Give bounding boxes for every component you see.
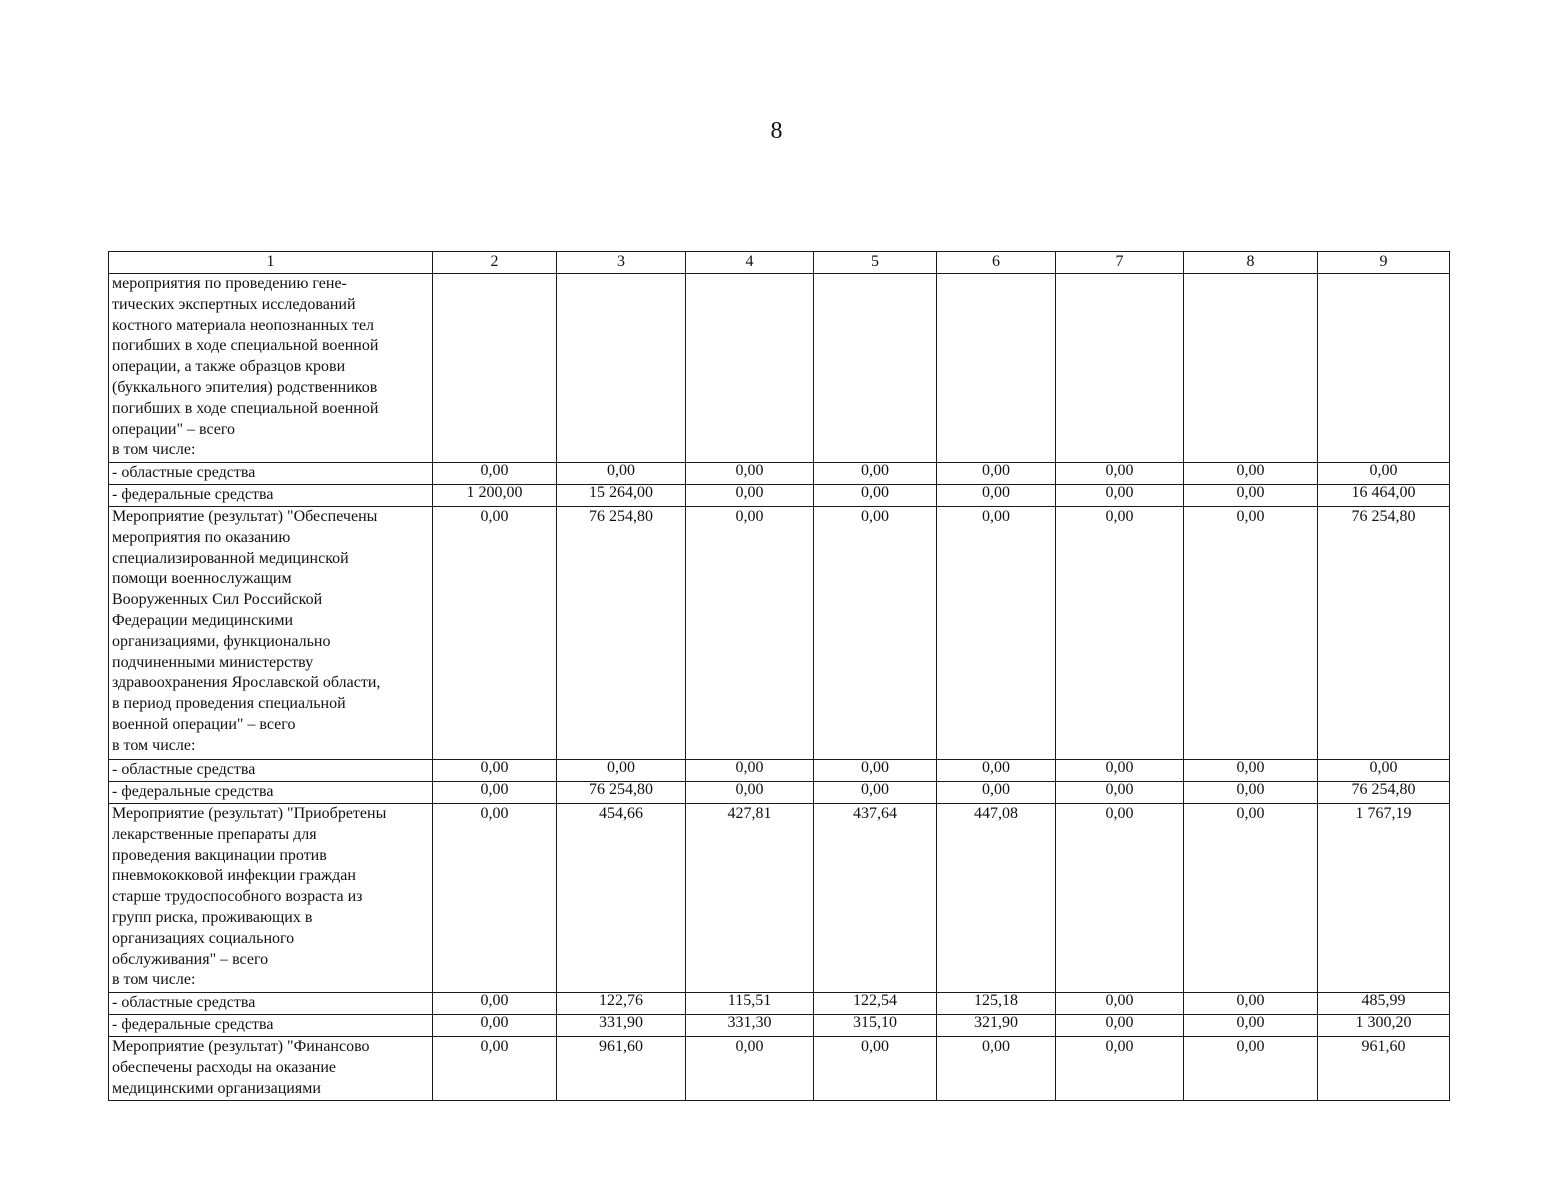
value-cell-col-5: 0,00	[814, 782, 937, 804]
funding-source-row	[109, 760, 1450, 782]
column-number-header: 8	[1184, 252, 1318, 274]
funding-table	[108, 251, 1450, 1101]
value-cell-col-2: 0,00	[433, 507, 557, 760]
value-cell-col-8: 0,00	[1184, 507, 1318, 760]
value-cell-col-9: 76 254,80	[1318, 782, 1450, 804]
value-cell-col-4: 0,00	[686, 463, 814, 485]
funding-source-cell: - областные средства	[109, 993, 433, 1015]
value-cell-col-9: 961,60	[1318, 1037, 1450, 1101]
measure-name-cell: Мероприятие (результат) "Приобретены лекарственные препараты для проведения вакцинации против пневмококковой инфекции граждан старше трудоспособного возраста из групп риска, проживающих в организациях социального обслуживания" – всего в том числе:	[109, 804, 433, 993]
column-number-header-row	[109, 252, 1450, 274]
value-cell-col-2: 0,00	[433, 804, 557, 993]
value-cell-col-2: 0,00	[433, 993, 557, 1015]
value-cell-col-2: 0,00	[433, 1037, 557, 1101]
value-cell-col-2: 0,00	[433, 760, 557, 782]
value-cell-col-5: 315,10	[814, 1015, 937, 1037]
funding-source-row	[109, 485, 1450, 507]
value-cell-col-9: 485,99	[1318, 993, 1450, 1015]
value-cell-col-7: 0,00	[1056, 485, 1184, 507]
value-cell-col-8: 0,00	[1184, 993, 1318, 1015]
value-cell-col-5	[814, 274, 937, 463]
value-cell-col-6	[937, 274, 1056, 463]
value-cell-col-8: 0,00	[1184, 804, 1318, 993]
value-cell-col-6: 0,00	[937, 485, 1056, 507]
value-cell-col-6: 0,00	[937, 1037, 1056, 1101]
value-cell-col-3: 961,60	[557, 1037, 686, 1101]
measure-name-cell: Мероприятие (результат) "Финансово обеспечены расходы на оказание медицинскими организациями	[109, 1037, 433, 1101]
funding-source-row	[109, 1015, 1450, 1037]
value-cell-col-8: 0,00	[1184, 760, 1318, 782]
value-cell-col-8	[1184, 274, 1318, 463]
value-cell-col-9: 0,00	[1318, 760, 1450, 782]
value-cell-col-6: 0,00	[937, 782, 1056, 804]
value-cell-col-4: 0,00	[686, 485, 814, 507]
value-cell-col-5: 0,00	[814, 463, 937, 485]
value-cell-col-4: 0,00	[686, 760, 814, 782]
value-cell-col-7: 0,00	[1056, 507, 1184, 760]
measure-name-cell: мероприятия по проведению гене- тических экспертных исследований костного материала неопознанных тел погибших в ходе специальной военной операции, а также образцов крови (буккального эпителия) родственников погибших в ходе специальной военной операции" – всего в том числе:	[109, 274, 433, 463]
value-cell-col-7	[1056, 274, 1184, 463]
measure-row	[109, 1037, 1450, 1101]
value-cell-col-5: 0,00	[814, 485, 937, 507]
column-number-header: 6	[937, 252, 1056, 274]
value-cell-col-2	[433, 274, 557, 463]
value-cell-col-3: 454,66	[557, 804, 686, 993]
column-number-header: 2	[433, 252, 557, 274]
funding-source-cell: - федеральные средства	[109, 1015, 433, 1037]
value-cell-col-2: 0,00	[433, 782, 557, 804]
page-number: 8	[770, 118, 783, 144]
value-cell-col-3: 0,00	[557, 463, 686, 485]
value-cell-col-5: 0,00	[814, 1037, 937, 1101]
value-cell-col-3: 122,76	[557, 993, 686, 1015]
column-number-header: 4	[686, 252, 814, 274]
value-cell-col-9: 16 464,00	[1318, 485, 1450, 507]
measure-name-cell: Мероприятие (результат) "Обеспечены мероприятия по оказанию специализированной медицинской помощи военнослужащим Вооруженных Сил Российской Федерации медицинскими организациями, функционально подчиненными министерству здравоохранения Ярославской области, в период проведения специальной военной операции" – всего в том числе:	[109, 507, 433, 760]
column-number-header: 9	[1318, 252, 1450, 274]
value-cell-col-5: 122,54	[814, 993, 937, 1015]
measure-row	[109, 507, 1450, 760]
value-cell-col-6: 0,00	[937, 507, 1056, 760]
value-cell-col-4	[686, 274, 814, 463]
column-number-header: 3	[557, 252, 686, 274]
value-cell-col-7: 0,00	[1056, 782, 1184, 804]
value-cell-col-3	[557, 274, 686, 463]
value-cell-col-3: 76 254,80	[557, 782, 686, 804]
funding-source-cell: - областные средства	[109, 760, 433, 782]
value-cell-col-9: 76 254,80	[1318, 507, 1450, 760]
value-cell-col-6: 0,00	[937, 463, 1056, 485]
value-cell-col-3: 0,00	[557, 760, 686, 782]
column-number-header: 7	[1056, 252, 1184, 274]
value-cell-col-4: 115,51	[686, 993, 814, 1015]
value-cell-col-8: 0,00	[1184, 1015, 1318, 1037]
value-cell-col-7: 0,00	[1056, 463, 1184, 485]
value-cell-col-9: 1 300,20	[1318, 1015, 1450, 1037]
measure-row	[109, 274, 1450, 463]
value-cell-col-5: 0,00	[814, 760, 937, 782]
measure-row	[109, 804, 1450, 993]
value-cell-col-7: 0,00	[1056, 760, 1184, 782]
funding-source-cell: - федеральные средства	[109, 485, 433, 507]
value-cell-col-8: 0,00	[1184, 782, 1318, 804]
value-cell-col-5: 0,00	[814, 507, 937, 760]
value-cell-col-7: 0,00	[1056, 804, 1184, 993]
table-body	[109, 252, 1450, 1101]
value-cell-col-3: 331,90	[557, 1015, 686, 1037]
value-cell-col-4: 331,30	[686, 1015, 814, 1037]
value-cell-col-8: 0,00	[1184, 485, 1318, 507]
column-number-header: 5	[814, 252, 937, 274]
value-cell-col-7: 0,00	[1056, 1015, 1184, 1037]
value-cell-col-4: 0,00	[686, 782, 814, 804]
funding-source-row	[109, 993, 1450, 1015]
value-cell-col-7: 0,00	[1056, 993, 1184, 1015]
value-cell-col-6: 125,18	[937, 993, 1056, 1015]
value-cell-col-3: 15 264,00	[557, 485, 686, 507]
value-cell-col-8: 0,00	[1184, 463, 1318, 485]
value-cell-col-2: 0,00	[433, 463, 557, 485]
value-cell-col-5: 437,64	[814, 804, 937, 993]
funding-source-row	[109, 463, 1450, 485]
value-cell-col-6: 321,90	[937, 1015, 1056, 1037]
value-cell-col-9: 0,00	[1318, 463, 1450, 485]
value-cell-col-4: 0,00	[686, 507, 814, 760]
value-cell-col-3: 76 254,80	[557, 507, 686, 760]
value-cell-col-4: 0,00	[686, 1037, 814, 1101]
funding-source-row	[109, 782, 1450, 804]
funding-source-cell: - областные средства	[109, 463, 433, 485]
value-cell-col-6: 447,08	[937, 804, 1056, 993]
value-cell-col-4: 427,81	[686, 804, 814, 993]
funding-source-cell: - федеральные средства	[109, 782, 433, 804]
value-cell-col-9: 1 767,19	[1318, 804, 1450, 993]
column-number-header: 1	[109, 252, 433, 274]
value-cell-col-6: 0,00	[937, 760, 1056, 782]
value-cell-col-7: 0,00	[1056, 1037, 1184, 1101]
value-cell-col-9	[1318, 274, 1450, 463]
value-cell-col-2: 1 200,00	[433, 485, 557, 507]
value-cell-col-8: 0,00	[1184, 1037, 1318, 1101]
value-cell-col-2: 0,00	[433, 1015, 557, 1037]
